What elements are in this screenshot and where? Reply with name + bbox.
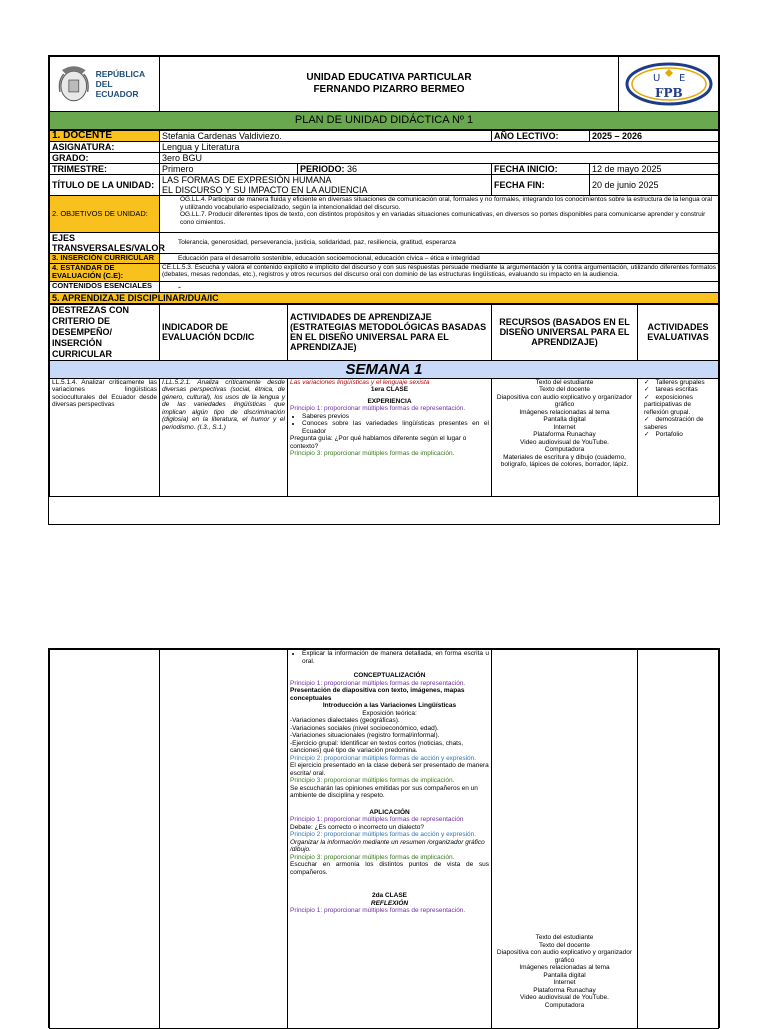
col-evaluativas: ACTIVIDADES EVALUATIVAS [638,304,719,360]
insercion-label: 3. INSERCIÓN CURRICULAR [50,254,160,264]
grado-value: 3ero BGU [160,153,719,164]
objetivos-label: 2. OBJETIVOS DE UNIDAD: [50,196,160,233]
list-item: Texto del docente [539,941,590,949]
col-actividades: ACTIVIDADES DE APRENDIZAJE (ESTRATEGIAS METODOLÓGICAS BASADAS EN EL DISEÑO UNIVERSAL PARA EL APRENDIZAJE) [288,304,492,360]
list-item: Internet [553,423,576,431]
list-item: • Conoces sobre las variedades lingüísticas presentes en el Ecuador [302,420,489,435]
list-item: Texto del estudiante [535,378,594,386]
asignatura-value: Lengua y Literatura [160,142,719,153]
school-line-2: FERNANDO PIZARRO BERMEO [313,84,465,95]
grado-label: GRADO: [50,153,160,164]
list-item: Diapositiva con audio explicativo y organizador gráfico [496,949,633,964]
objetivo-1: OG.LL.4. Participar de manera fluida y eficiente en diversas situaciones de comunicación oral, formales y no formales, integrando los conocimientos sobre la estructura de la lengua oral y utilizando vocabulario especializado, según la intencionalidad del discurso. [180,196,713,211]
header-table [49,56,719,130]
list-item: Texto del docente [539,386,590,393]
ejercicio-presentado: El ejercicio presentado en la clase deberá ser presentado de manera escrita/ oral. [290,762,489,777]
school-line-1: UNIDAD EDUCATIVA PARTICULAR [306,72,472,83]
asignatura-label: ASIGNATURA: [50,142,160,153]
act-experiencia: EXPERIENCIA [367,397,412,405]
evaluativas-cell-empty [638,650,719,1029]
principio-2: Principio 2: proporcionar múltiples formas de acción y expresión. [290,754,477,762]
objetivo-2: OG.LL.7. Producir diferentes tipos de texto, con distintos propósitos y en variadas situaciones comunicativas, en diversos so portes disponibles para comunicarse aprender y construir cono cimientos. [180,211,706,226]
col-recursos: RECURSOS (BASADOS EN EL DISEÑO UNIVERSAL PARA EL APRENDIZAJE) [492,304,638,360]
titulo-line-2: EL DISCURSO Y SU IMPACTO EN LA AUDIENCIA [162,185,368,195]
coat-of-arms-icon [56,62,92,106]
logo-letter-e: E [678,73,685,84]
var-3: -Variaciones situacionales (registro formal/informal). [290,732,440,739]
fecha-fin-label: FECHA FIN: [492,175,590,196]
act-principio-3: Principio 3: proporcionar múltiples formas de implicación. [290,450,455,457]
list-item: ✓ demostración de saberes [644,416,716,431]
col-indicador: INDICADOR DE EVALUACIÓN DCD/IC [160,304,288,360]
recursos-cell [492,378,638,496]
list-item: • Saberes previos [302,413,489,421]
act-clase: 1era CLASE [370,386,409,393]
var-1: -Variaciones dialectales (geográficas). [290,717,400,724]
list-item: ✓ Portafolio [644,431,716,439]
info-table [49,130,719,304]
list-item: • Explicar la información de manera detallada, en forma escrita u oral. [302,650,489,665]
recursos-cell-2 [492,650,638,1029]
principio-2b: Principio 2: proporcionar múltiples formas de acción y expresión. [290,831,477,838]
clase-2: 2da CLASE [371,892,408,899]
periodo-cell [298,164,492,175]
logo-text-line2: DEL ECUADOR [95,79,139,99]
periodo-label: PERIODO: [300,164,345,174]
titulo-label: TÍTULO DE LA UNIDAD: [50,175,160,196]
debate: Debate: ¿Es correcto o incorrecto un dialecto? [290,823,425,831]
docente-value: Stefania Cardenas Valdiviezo. [160,131,492,142]
destreza-cell-empty [50,650,160,1029]
destreza-cell: LL.5.1.4. Analizar críticamente las variaciones lingüísticas socioculturales del Ecuador desde diversas perspectivas [50,378,160,496]
periodo-value: 36 [347,164,358,174]
school-logo-icon [623,61,715,107]
organizar: Organizar la información mediante un resumen /organizador gráfico /dibujo. [290,838,485,853]
principio-3: Principio 3: proporcionar múltiples formas de implicación. [290,777,455,784]
list-item: Plataforma Runachay [533,431,596,438]
presentacion: Presentación de diapositiva con texto, imágenes, mapas conceptuales [290,687,465,702]
intro: Introducción a las Variaciones Lingüísticas [322,702,457,709]
titulo-line-1: LAS FORMAS DE EXPRESIÓN HUMANA [162,175,332,185]
reflexion-heading: REFLEXIÓN [370,899,409,907]
list-item: Pantalla digital [543,971,586,979]
docente-label: 1. DOCENTE [50,131,160,142]
principio-3b: Principio 3: proporcionar múltiples formas de implicación. [290,853,455,861]
school-name [160,57,619,112]
list-item: ✓ Talleres grupales [644,379,716,387]
fecha-fin-value: 20 de junio 2025 [590,175,719,196]
var-2: -Variaciones sociales (nivel socioeconómico, edad). [290,724,439,732]
act-principio-1: Principio 1: proporcionar múltiples formas de representación. [290,405,466,412]
list-item: Computadora [544,1001,585,1009]
insercion-value: Educación para el desarrollo sostenible, educación socioemocional, educación cívica – ética e integridad [160,254,719,264]
left-logo [50,57,160,112]
anio-label: AÑO LECTIVO: [492,131,590,142]
principio-1b: Principio 1: proporcionar múltiples formas de representación [290,816,464,823]
indicador-cell: I.LL.5.2.1. Analiza críticamente desde diversas perspectivas (social, étnica, de género, cultural), los usos de la lengua y de las variedades lingüísticas que implican algún tipo de discriminación (diglosia) en la literatura, el humor y el periodismo. (I.3., S.1.) [160,378,288,496]
list-item: Materiales de escritura y dibujo (cuaderno, bolígrafo, lápices de colores, borrador, lápiz. [500,453,629,468]
list-item: Imágenes relacionadas al tema [519,964,610,971]
page-2 [48,648,720,1028]
trimestre-value: Primero [160,164,298,175]
aprendizaje-label: 5. APRENDIZAJE DISCIPLINAR/DUA/IC [50,292,719,303]
ejercicio: -Ejercicio grupal: Identificar en textos cortos (noticias, chats, canciones) qué tipo de variación predomina. [290,739,464,754]
col-destrezas: DESTREZAS CON CRITERIO DE DESEMPEÑO/ INSERCIÓN CURRICULAR [50,304,160,360]
principio-1: Principio 1: proporcionar múltiples formas de representación. [290,679,466,687]
estandar-label: 4. ESTÁNDAR DE EVALUACIÓN (C.E): [50,263,160,281]
objetivos-value [160,196,719,233]
list-item: Video audiovisual de YouTube. [520,438,609,446]
list-item: Imágenes relacionadas al tema [519,408,610,416]
right-logo [619,57,719,112]
act-title: Las variaciones lingüísticas y el lenguaje sexista [290,378,430,386]
list-item: ✓ exposiciones participativas de reflexión grupal. [644,394,716,417]
act-bullets [290,413,489,436]
fecha-inicio-value: 12 de mayo 2025 [590,164,719,175]
indicador-cell-empty [160,650,288,1029]
fecha-inicio-label: FECHA INICIO: [492,164,590,175]
list-item: Internet [553,979,576,986]
contenidos-value: - [160,281,719,292]
ejes-value: Tolerancia, generosidad, perseverancia, justicia, solidaridad, paz, resiliencia, gratitud, esperanza [160,233,719,254]
conceptualizacion-heading: CONCEPTUALIZACIÓN [353,672,426,679]
logo-letter-u: U [652,73,660,84]
list-item: Plataforma Runachay [533,986,596,994]
escuchar: Escuchar en armonía los distintos puntos de vista de sus compañeros. [290,861,489,876]
actividades-cell [288,378,492,496]
list-item: Pantalla digital [543,416,586,423]
plan-title: PLAN DE UNIDAD DIDÁCTICA Nº 1 [50,112,719,130]
actividades-cell-2 [288,650,492,1029]
act-pregunta: Pregunta guía: ¿Por qué hablamos diferente según el lugar o contexto? [290,435,467,450]
list-item: Texto del estudiante [535,934,594,941]
logo-letters-fpb: FPB [654,86,683,100]
list-item: Diapositiva con audio explicativo y organizador gráfico [496,393,633,408]
estandar-value: CE.LL.5.3. Escucha y valora el contenido explícito e implícito del discurso y con sus respuestas persuade mediante la argumentación y la contra argumentación, utilizando diferentes formatos (debates, mesas redondas, etc.), registros y otros recursos del discurso oral con dominio de las estructuras lingüísticas, evaluando su impacto en la audiencia. [160,263,719,281]
titulo-value [160,175,492,196]
escucharan: Se escucharán las opiniones emitidas por sus compañeros en un ambiente de disciplina y respeto. [290,784,478,799]
anio-value: 2025 – 2026 [590,131,719,142]
evaluativas-cell [638,378,719,496]
aplicacion-heading: APLICACIÓN [369,808,410,816]
list-item: Computadora [544,446,585,453]
exposicion: Exposición teórica: [362,709,417,717]
semana-title: SEMANA 1 [50,360,719,378]
list-item: ✓ tareas escritas [644,386,716,394]
logo-text-line1: REPÚBLICA [95,69,146,79]
page-1 [48,55,720,525]
plan-table [49,304,719,497]
evaluativas-list [640,379,716,439]
trimestre-label: TRIMESTRE: [50,164,160,175]
ejes-label: EJES TRANSVERSALES/VALOR [50,233,160,254]
act-bullets-2 [290,650,489,665]
list-item: Video audiovisual de YouTube. [520,994,609,1001]
plan-table-continued [49,649,719,1029]
contenidos-label: CONTENIDOS ESENCIALES [50,281,160,292]
principio-1c: Principio 1: proporcionar múltiples formas de representación. [290,907,466,914]
